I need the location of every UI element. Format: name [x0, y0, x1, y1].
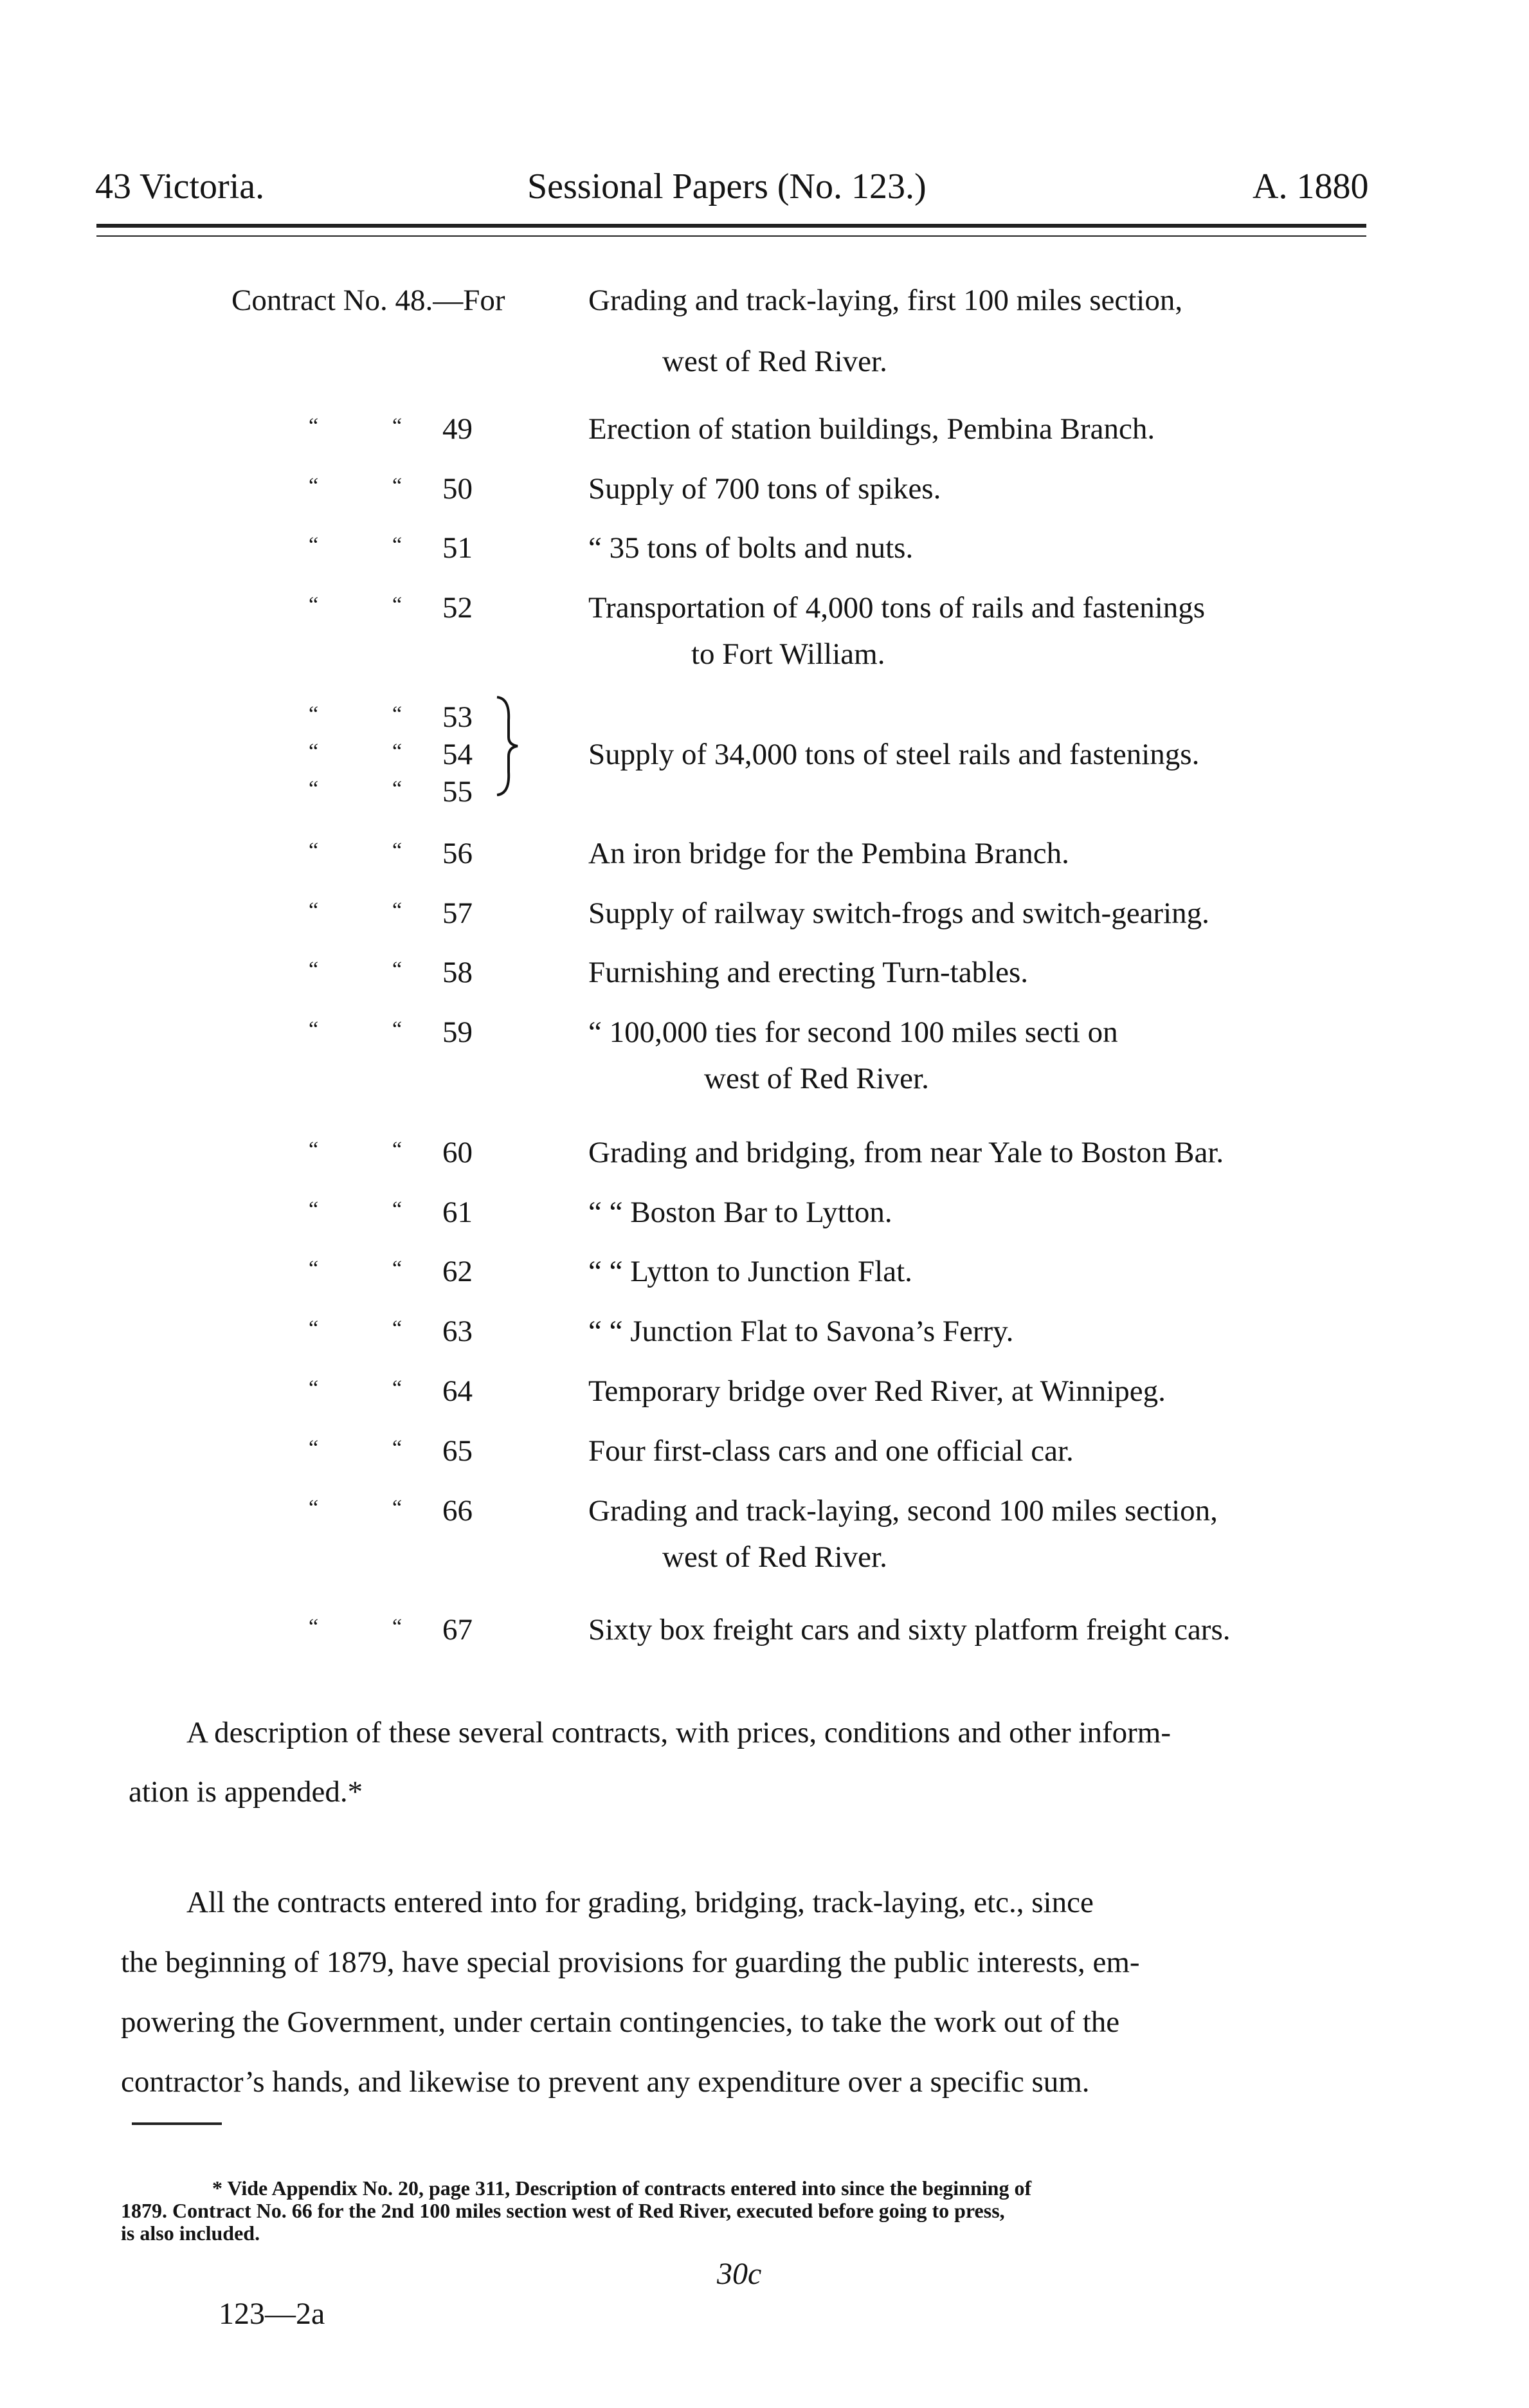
contract-number: 54 [442, 738, 473, 771]
ditto-mark: “ [309, 414, 319, 438]
contract-number: 51 [442, 531, 473, 565]
contract-number: 49 [442, 412, 473, 446]
contract-number: 64 [442, 1374, 473, 1408]
ditto-mark: “ [392, 839, 403, 862]
ditto-mark: “ [392, 414, 403, 438]
ditto-mark: “ [309, 1198, 319, 1221]
contract-description: “ “ Lytton to Junction Flat. [588, 1255, 912, 1288]
contract-description: “ “ Boston Bar to Lytton. [588, 1196, 892, 1229]
paragraph-2-line-1: All the contracts entered into for grading, bridging, track-laying, etc., since [186, 1886, 1094, 1919]
contract-description: Supply of railway switch-frogs and switch-gearing. [588, 897, 1209, 930]
contract-description-continued: west of Red River. [662, 1540, 887, 1574]
ditto-mark: “ [309, 474, 319, 498]
paragraph-1-line-2: ation is appended.* [129, 1775, 363, 1809]
header-center: Sessional Papers (No. 123.) [527, 167, 927, 206]
footnote-line-2: 1879. Contract No. 66 for the 2nd 100 miles section west of Red River, executed before going to press, [121, 2199, 1005, 2222]
contract-number: 60 [442, 1136, 473, 1169]
ditto-mark: “ [392, 1017, 403, 1041]
contract-description: “ 35 tons of bolts and nuts. [588, 531, 914, 565]
ditto-mark: “ [392, 593, 403, 617]
ditto-mark: “ [392, 1317, 403, 1340]
ditto-mark: “ [392, 533, 403, 557]
contract-description: “ 100,000 ties for second 100 miles secti on [588, 1016, 1118, 1049]
header-right: A. 1880 [1253, 167, 1369, 206]
contract-description: Furnishing and erecting Turn-tables. [588, 956, 1029, 989]
ditto-mark: “ [392, 898, 403, 922]
ditto-mark: “ [392, 474, 403, 498]
contract-number: 62 [442, 1255, 473, 1288]
contract-description: An iron bridge for the Pembina Branch. [588, 837, 1069, 870]
contract-intro-line1: Grading and track-laying, first 100 miles section, [588, 284, 1183, 317]
header-rule-thin [96, 235, 1366, 237]
page-number: 30c [717, 2257, 762, 2291]
contract-number: 58 [442, 956, 473, 989]
footnote-separator [132, 2122, 222, 2125]
header-left: 43 Victoria. [95, 167, 265, 206]
ditto-mark: “ [392, 777, 403, 801]
contract-description: Temporary bridge over Red River, at Winnipeg. [588, 1374, 1166, 1408]
ditto-mark: “ [309, 898, 319, 922]
contract-number: 67 [442, 1613, 473, 1646]
ditto-mark: “ [392, 1138, 403, 1162]
contract-number: 50 [442, 472, 473, 506]
ditto-mark: “ [309, 1317, 319, 1340]
ditto-mark: “ [392, 958, 403, 981]
contract-number: 61 [442, 1196, 473, 1229]
contract-description: Grading and track-laying, second 100 miles section, [588, 1494, 1218, 1528]
contract-description: Transportation of 4,000 tons of rails and fastenings [588, 591, 1206, 625]
contract-number: 59 [442, 1016, 473, 1049]
contract-description: Supply of 700 tons of spikes. [588, 472, 941, 506]
contract-number: 57 [442, 897, 473, 930]
ditto-mark: “ [309, 702, 319, 726]
ditto-mark: “ [309, 1138, 319, 1162]
ditto-mark: “ [392, 1198, 403, 1221]
paragraph-2-line-2: the beginning of 1879, have special provisions for guarding the public interests, em- [121, 1946, 1140, 1979]
signature-mark: 123—2a [219, 2297, 325, 2331]
ditto-mark: “ [309, 1017, 319, 1041]
paragraph-1-line-1: A description of these several contracts, with prices, conditions and other inform- [186, 1716, 1171, 1749]
ditto-mark: “ [309, 958, 319, 981]
ditto-mark: “ [309, 1436, 319, 1460]
contract-intro-line2: west of Red River. [662, 345, 887, 378]
contract-description: Grading and bridging, from near Yale to Boston Bar. [588, 1136, 1224, 1169]
ditto-mark: “ [392, 1615, 403, 1639]
paragraph-2-line-3: powering the Government, under certain contingencies, to take the work out of the [121, 2005, 1120, 2039]
contract-description: Sixty box freight cars and sixty platform freight cars. [588, 1613, 1231, 1646]
contract-intro-lead: Contract No. 48.—For [231, 284, 505, 317]
ditto-mark: “ [309, 777, 319, 801]
ditto-mark: “ [309, 593, 319, 617]
contract-number: 52 [442, 591, 473, 625]
header-rule-thick [96, 224, 1366, 228]
ditto-mark: “ [309, 533, 319, 557]
ditto-mark: “ [309, 1496, 319, 1520]
contract-description: Supply of 34,000 tons of steel rails and fastenings. [588, 738, 1200, 771]
contract-description-continued: west of Red River. [704, 1062, 929, 1095]
ditto-mark: “ [392, 702, 403, 726]
ditto-mark: “ [309, 1376, 319, 1400]
contract-number: 63 [442, 1315, 473, 1348]
contract-number: 53 [442, 700, 473, 734]
ditto-mark: “ [309, 1615, 319, 1639]
footnote-line-1: * Vide Appendix No. 20, page 311, Description of contracts entered into since the beginning of [212, 2176, 1032, 2200]
contract-number: 65 [442, 1434, 473, 1468]
contract-description: “ “ Junction Flat to Savona’s Ferry. [588, 1315, 1014, 1348]
ditto-mark: “ [392, 1257, 403, 1281]
contract-description-continued: to Fort William. [691, 637, 885, 671]
contract-description: Erection of station buildings, Pembina Branch. [588, 412, 1155, 446]
ditto-mark: “ [392, 740, 403, 763]
contract-number: 66 [442, 1494, 473, 1528]
ditto-mark: “ [309, 839, 319, 862]
ditto-mark: “ [392, 1376, 403, 1400]
contract-number: 56 [442, 837, 473, 870]
ditto-mark: “ [309, 1257, 319, 1281]
contract-description: Four first-class cars and one official car. [588, 1434, 1074, 1468]
contract-number: 55 [442, 775, 473, 808]
footnote-line-3: is also included. [121, 2221, 260, 2245]
paragraph-2-line-4: contractor’s hands, and likewise to prevent any expenditure over a specific sum. [121, 2065, 1090, 2099]
ditto-mark: “ [392, 1436, 403, 1460]
ditto-mark: “ [309, 740, 319, 763]
brace-53-55 [492, 695, 524, 798]
ditto-mark: “ [392, 1496, 403, 1520]
